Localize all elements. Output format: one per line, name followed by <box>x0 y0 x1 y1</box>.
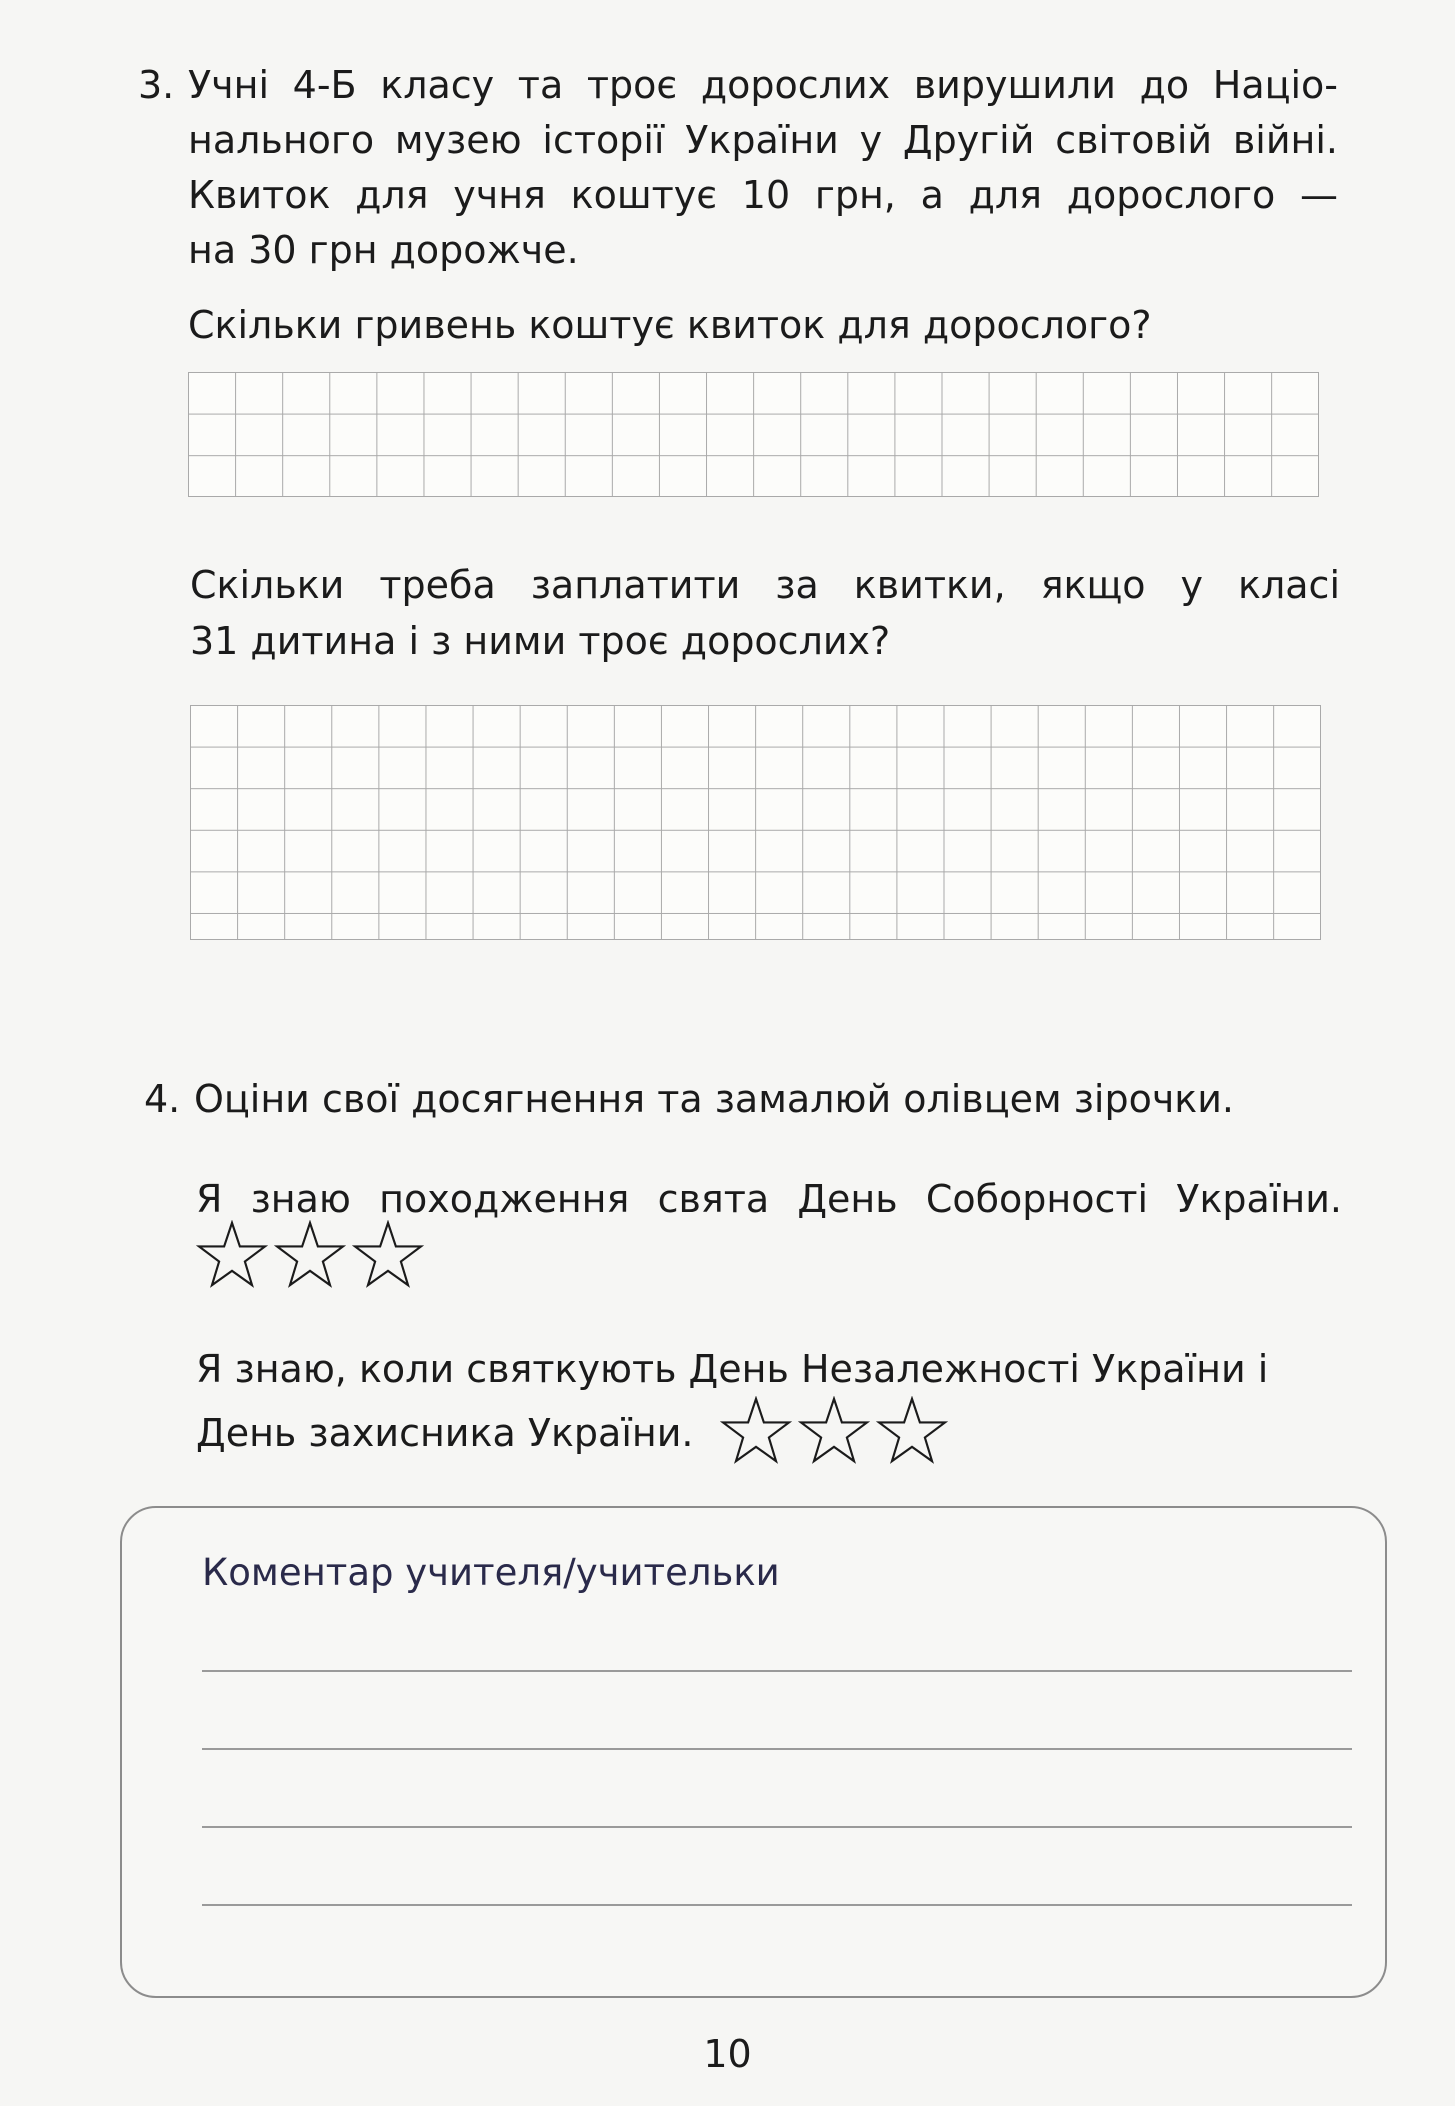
task-3-line-1: Учні 4-Б класу та троє дорослих вирушили до Націо- <box>188 63 1338 107</box>
star-icon[interactable] <box>720 1396 792 1464</box>
task-3-line-3: Квиток для учня коштує 10 грн, а для дорослого — <box>188 173 1338 217</box>
task-3-number: 3. <box>138 63 175 107</box>
question-total-line-1: Скільки треба заплатити за квитки, якщо у класі <box>190 563 1340 607</box>
question-total-line-2: 31 дитина і з ними троє дорослих? <box>190 619 891 663</box>
task-3-line-4: на 30 грн дорожче. <box>188 228 579 272</box>
comment-line-4[interactable] <box>202 1904 1352 1906</box>
star-icon[interactable] <box>274 1220 346 1288</box>
task-4-title: Оціни свої досягнення та замалюй олівцем зірочки. <box>194 1077 1235 1121</box>
stars-rating-1[interactable] <box>196 1220 424 1288</box>
star-icon[interactable] <box>196 1220 268 1288</box>
star-icon[interactable] <box>352 1220 424 1288</box>
comment-line-2[interactable] <box>202 1748 1352 1750</box>
task-4-number: 4. <box>144 1077 181 1121</box>
statement-2-line-1: Я знаю, коли святкують День Незалежності України і <box>196 1347 1269 1391</box>
teacher-comment-title: Коментар учителя/учительки <box>202 1551 780 1594</box>
stars-rating-2[interactable] <box>720 1396 948 1464</box>
question-adult-ticket: Скільки гривень коштує квиток для дорослого? <box>188 303 1152 347</box>
task-3-line-2: нального музею історії України у Другій світовій війні. <box>188 118 1338 162</box>
statement-2-line-2: День захисника України. <box>196 1411 694 1455</box>
star-icon[interactable] <box>798 1396 870 1464</box>
answer-grid-2[interactable] <box>190 705 1321 940</box>
comment-line-3[interactable] <box>202 1826 1352 1828</box>
page-number: 10 <box>703 2032 752 2076</box>
statement-1: Я знаю походження свята День Соборності України. <box>196 1177 1342 1221</box>
star-icon[interactable] <box>876 1396 948 1464</box>
answer-grid-1[interactable] <box>188 372 1319 497</box>
comment-line-1[interactable] <box>202 1670 1352 1672</box>
